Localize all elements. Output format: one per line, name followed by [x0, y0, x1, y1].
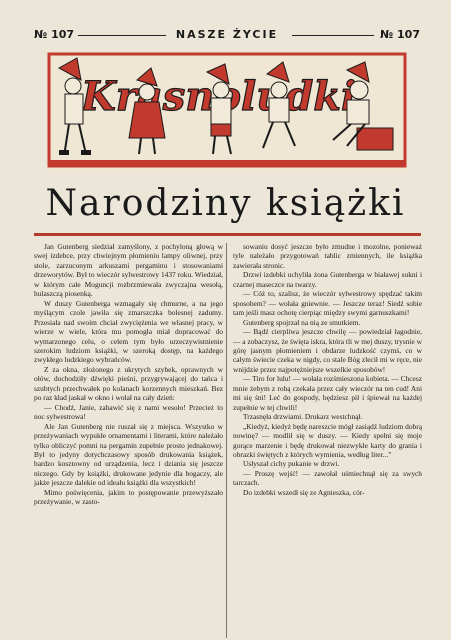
- headline-rule: [34, 233, 421, 236]
- paragraph: — Tiro for lulu! — wołała rozśmieszona kobieta. — Chcesz mnie żebym z robą czekała przez cały wieczór na ten cud! Ani mi się śni! Leć do gospody, będziesz pił i śpiewał na każdej zupełnie w tej chwili!: [233, 374, 422, 412]
- issue-number-right: № 107: [379, 28, 420, 41]
- paragraph: — Cóż to, szalisz, że wieczór sylwestrowy spędzać takim sposobem? — wołała gniewnie. — Jeszcze teraz! Siedź sobie tam jeśli masz ochotę cierpiąc między swymi garnuszkami!: [233, 289, 422, 318]
- paragraph: — Proszę wejść! — zawołał uśmiechnął się za swych tarczach.: [233, 468, 422, 488]
- issue-number-left: № 107: [34, 28, 75, 41]
- article-column-left: [34, 242, 223, 507]
- header-rule-right: [292, 35, 374, 36]
- page-header: [34, 28, 420, 42]
- paragraph: „Kiedyż, kiedyż będę nareszcie mógł zasiądź ludziom dobrą nowinę? — modlił się w duszy. — Kiedy spełni się moje gorące marzenie i będę drukował niezwykłe karty do grania i obrazki świętych z których wymienia, według liter...”: [233, 421, 422, 459]
- paragraph: W duszy Gutenberga wzmagały się chmurne, a na jego myślącym czole jawiła się zmarszczka bolesnej zadumy. Przesiała nad swoim chciał zwyciężenia we własnej pracy, w wierze w wiele, która mu pomogła miał dopracować do wymarzonego celu, o celem tym było urzeczywistnienie szerokim ludziom książki, w szeroką dostęp, na każdego zwykłego ludzkiego wybrańców.: [34, 298, 223, 365]
- krasnoludki-banner: [47, 50, 407, 173]
- paragraph: Trzasnęła drzwiami. Drukarz westchnął.: [243, 412, 363, 422]
- paragraph: Z za okna, złożonego z ukrytych szybek, oprawnych w ołów, dochodziły dźwięki pieśni, przygrywającej do tańca i szubtych przechwałek po kolanach korzennych mieszkań. Bez po raz kład jaskał w okno i wołał na cały dzień:: [34, 364, 223, 403]
- paragraph: Usłyszał cichy pukanie w drzwi.: [243, 459, 340, 469]
- paragraph: Drzwi izdebki uchyliła żona Gutenberga w białawej sukni i czarnej maseczce na twarzy.: [233, 270, 422, 289]
- paragraph: sowaniu dosyć jeszcze było zmudne i mozolne, ponieważ tyle należało przygotowań tablic zmiennych, ile książka zawierała stronic.: [233, 242, 422, 270]
- paragraph: Gutenberg spojrzał na nią ze smutkiem.: [243, 317, 361, 327]
- article-column-right: [233, 242, 422, 497]
- paragraph: Ale Jan Gutenberg nie ruszał się z miejsca. Wszystko w przeżywaniach wypukłe ornamentami i literami, które należało tylko obliczyć pomni na pergamin zupełnie prosto jednakowej. Był to jedyny dotychczasowy sposób drukowania książek, bardzo kosztowny od urządzenia, lecz i dziania się jeszcze niczego. Gdy by książki, drukowane jedynie dla bogaczy, ale jakże jeszcze dalekie od ideału książki dla wszystkich!: [34, 421, 223, 488]
- paragraph: — Chodź, Janie, zabawić się z nami wesoło! Przecież to noc sylwestrowa!: [34, 402, 223, 422]
- paragraph: Mimo poświęcenia, jakim to postępowanie przewyższało przeżywanie, w zasto-: [34, 487, 223, 507]
- masthead: NASZE ŻYCIE: [175, 28, 279, 41]
- column-divider: [226, 243, 227, 638]
- banner-illustration: [47, 50, 407, 173]
- paragraph: Do izdebki wszedł się ze Agnieszka, cór-: [243, 487, 365, 497]
- paragraph: — Bądź cierpliwa jeszcze chwilę — powiedział łagodnie, — a zobaczysz, że święta iskra, która tli w mej duszy, trysnie w górę jasnym płomieniem i obdarze ludzkość czymś, co w całym świecie czeka w nigdy, co stale Bóg zlecił mi w ręce, nie wnijdzie przez najpotężniejsze wszelkie sposobów!: [233, 327, 422, 374]
- article-headline: Narodziny książki: [45, 183, 406, 224]
- paragraph: Jan Gutenberg siedział zamyślony, z pochyloną głową w swej izdebce, przy chwiejnym płomieniu lampy oliwnej, przy stole, zarzuconym arkuszami pergaminu i stosowaniami drzeworytów. Był to wieczór sylwestrowy 1437 roku. Wiedział, w którym całe Moguncji rozbrzmiewała zwyczajna wesołą, hulaszczą piosenką.: [34, 242, 223, 299]
